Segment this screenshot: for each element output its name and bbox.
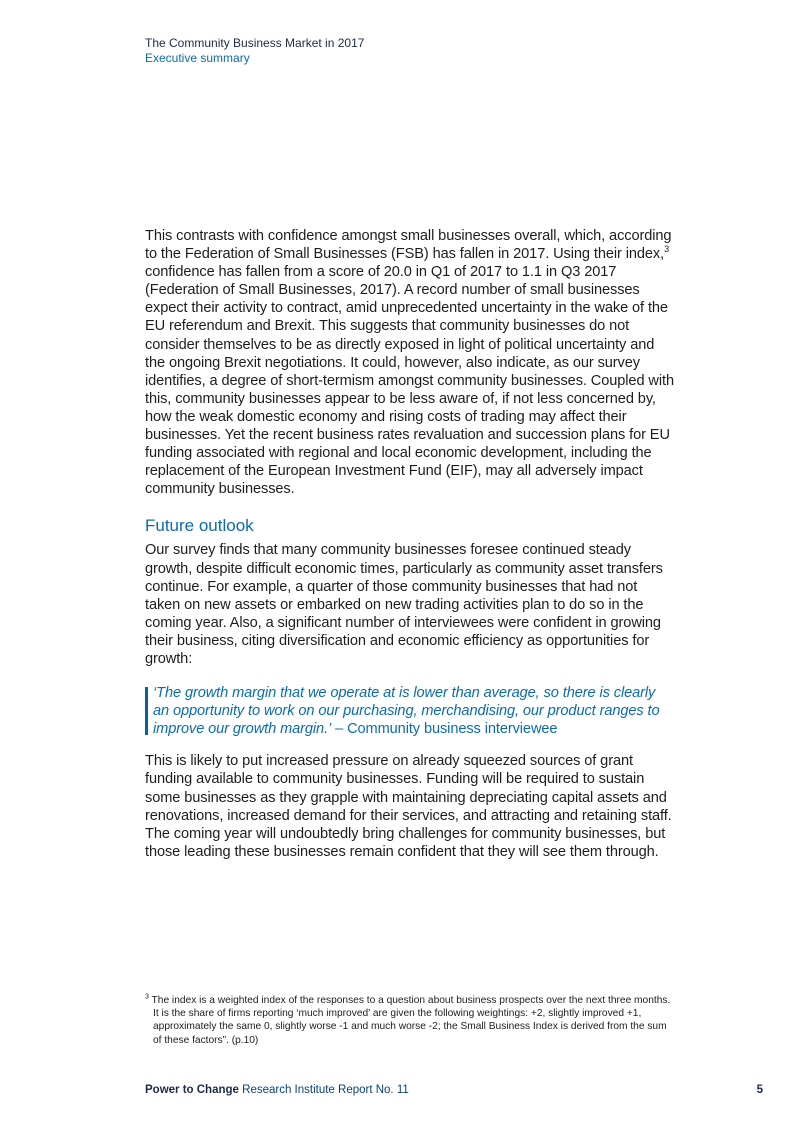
quote-bar [145,687,148,735]
section-heading-future-outlook: Future outlook [145,516,254,536]
main-content [145,227,675,861]
quote-text: ‘The growth margin that we operate at is lower than average, so there is clearly an opportunity to work on our purchasing, merchandising, our product ranges to improve our growth margin.’ [153,685,660,738]
paragraph-text: confidence has fallen from a score of 20.0 in Q1 of 2017 to 1.1 in Q3 2017 (Federation of Small Businesses, 2017). A record number of small businesses expect their activity to contract, amid unprecedented uncertainty in the wake of the EU referendum and Brexit. This suggests that community businesses do not consider themselves to be as directly exposed in light of political uncertainty and the ongoing Brexit negotiations. It could, however, also indicate, as our survey identifies, a degree of short-termism amongst community businesses. Coupled with this, community businesses appear to be less aware of, if not less concerned by, how the weak domestic economy and rising costs of trading may affect their businesses. Yet the recent business rates revaluation and succession plans for EU funding associated with regional and local economic development, including the replacement of the European Investment Fund (EIF), may all adversely impact community businesses. [145,264,674,498]
paragraph-text: This contrasts with confidence amongst small businesses overall, which, according to the Federation of Small Businesses (FSB) has fallen in 2017. Using their index, [145,228,672,263]
quote-attribution: – Community business interviewee [331,721,558,738]
footer-report-title: Research Institute Report No. 11 [238,1084,409,1096]
pull-quote [145,684,675,738]
footnote-reference[interactable]: 3 [664,244,669,255]
footnote-text: The index is a weighted index of the responses to a question about business prospects over the next three months. It is the share of firms reporting ‘much improved’ are given the following weightings: +2, slightly improved +1, approximately the same 0, slightly worse -1 and much worse -2; the Small Business Index is derived from the sum of these factors”. (p.10) [148,995,671,1046]
page-footer [145,1083,763,1097]
section-subtitle: Executive summary [145,51,250,65]
footnote-body [145,994,675,1047]
paragraph-grant-funding: This is likely to put increased pressure on already squeezed sources of grant funding available to community businesses. Funding will be required to sustain some businesses as they grapple with maintaining depreciating capital assets and renovations, increased demand for their services, and attracting and retaining staff. The coming year will undoubtedly bring challenges for community businesses, but those leading these businesses remain confident that they will see them through. [145,753,672,860]
footnote [145,994,675,1047]
running-header [145,36,364,66]
paragraph-fsb-confidence [145,227,675,498]
footer-org-name: Power to Change [145,1084,239,1096]
document-title: The Community Business Market in 2017 [145,36,365,50]
quote-body [153,684,675,738]
paragraph-survey-findings: Our survey finds that many community businesses foresee continued steady growth, despite difficult economic times, particularly as community asset transfers continue. For example, a quarter of those community businesses that had not taken on new assets or embarked on new trading activities plan to do so in the coming year. Also, a significant number of interviewees were confident in growing their business, citing diversification and economic efficiency as opportunities for growth: [145,542,663,667]
footnote-number: 3 [145,993,149,1001]
page-number: 5 [756,1084,763,1096]
